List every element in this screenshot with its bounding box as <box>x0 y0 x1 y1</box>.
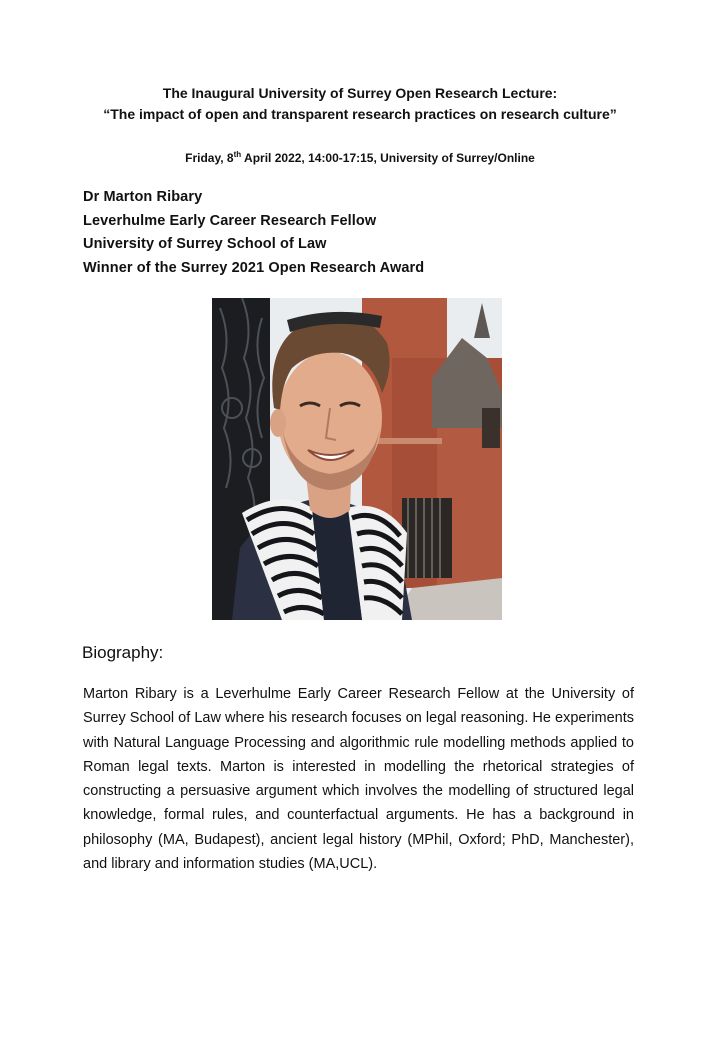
biography-heading: Biography: <box>82 643 164 662</box>
lecture-title-line-2: “The impact of open and transparent research practices on research culture” <box>103 106 617 122</box>
biography-text: Marton Ribary is a Leverhulme Early Career Research Fellow at the University of Surrey School of Law where his research focuses on legal reasoning. He experiments with Natural Language Processing and algorithmic rule modelling methods applied to Roman legal texts. Marton is interested in modelling the rhetorical strategies of constructing a persuasive argument which involves the modelling of structured legal knowledge, formal rules, and counterfactual arguments. He has a background in philosophy (MA, Budapest), ancient legal history (MPhil, Oxford; PhD, Manchester), and library and information studies (MA,UCL). <box>83 686 634 873</box>
speaker-photo <box>212 298 502 620</box>
speaker-block <box>83 186 424 280</box>
event-day-suffix: th <box>233 150 242 159</box>
event-day: Friday, 8 <box>185 151 234 165</box>
speaker-affiliation: University of Surrey School of Law <box>83 236 327 252</box>
event-details: April 2022, 14:00-17:15, University of Surrey/Online <box>241 151 535 165</box>
speaker-photo-illustration <box>212 298 502 620</box>
speaker-award: Winner of the Surrey 2021 Open Research Award <box>83 259 425 276</box>
speaker-role: Leverhulme Early Career Research Fellow <box>83 212 377 229</box>
lecture-title-line-1: The Inaugural University of Surrey Open Research Lecture: <box>162 85 558 101</box>
speaker-name: Dr Marton Ribary <box>83 189 203 205</box>
event-date-line <box>0 146 720 167</box>
lecture-title <box>0 83 720 125</box>
